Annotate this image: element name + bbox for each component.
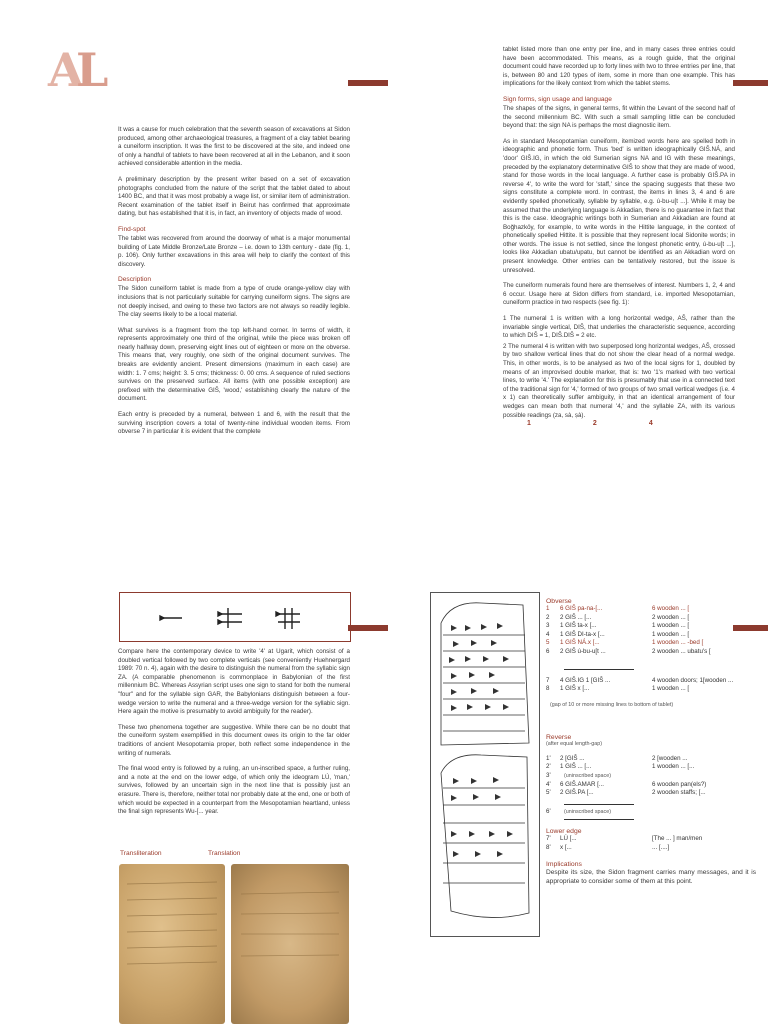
fig-number: 4	[648, 420, 653, 428]
magazine-logo	[48, 43, 109, 97]
ruling-line	[564, 804, 634, 805]
table-row: 2' 1 GIŠ ... [... 1 wooden ... [...	[546, 763, 695, 771]
left-column	[118, 126, 350, 444]
table-row: 6 2 GIŠ ú-bu-u[t ... 2 wooden ... ubatu's [	[546, 647, 711, 655]
table-row: 1 6 GIŠ pa-na-[... 6 wooden ... [	[546, 605, 690, 612]
numeral-signs-figure	[119, 592, 351, 642]
standard-paragraph: As in standard Mesopotamian cuneiform, itemized words here are spelled both in ideographic and phonetic form. Thus 'bed' is written ideographically GIŠ.NÁ, and 'door' GIŠ.IG, in which the old Sumerian signs NA and IG with these meanings, preceded by the explanatory determinative GIŠ to show that they are made of wood, stand for those words in the local language. A further case is probably GIŠ.PA in reverse 4', to write the word for 'staff,' since the spacing suggests that these two signs constitute a complete word. In contrast, the items in lines 3, 4 and 6 are evidently spelled phonetically, syllable by syllable, e.g. ú-bu-u[t ...]. While it may be assumed that the underlying language is Akkadian, there is no guarantee in fact that this is the case. Ideographic writings both in Sumerian and Akkadian are found at Boğhazköy, for example, to write words in the Hittite language, in the context of phonetically spelled Hittite. It is possible that they represent local Sidonite words; in other words. The issue is not settled, since the longest phonetic entry, ú-bu-u[t ...], looks like Akkadian ubatu/upatu, but cannot be identified as an Akkadian word on present knowledge. Other entries can be tentatively restored, but the issue is unresolved.	[503, 137, 735, 274]
tablet-reverse-photo	[231, 864, 349, 1024]
continuation-paragraph: tablet listed more than one entry per line, and in many cases three entries could have been accommodated. This means, as a rough guide, that the original document could have recorded up to forty lines with two to three entries per line, that is, between 80 and 120 types of item, some in more than one example. This has implications for the likely context from which the tablet stems.	[503, 46, 735, 88]
table-row: 8' x [... ... [....]	[546, 843, 670, 851]
logo-letter-l: L	[76, 43, 109, 97]
transliteration-table	[546, 598, 756, 893]
tablet-obverse-photo	[119, 864, 225, 1024]
hand-copy-drawing	[431, 593, 539, 936]
findspot-heading: Find-spot	[118, 225, 146, 233]
final-entry-paragraph: The final wood entry is followed by a ruling, an un-inscribed space, a further ruling, and a note at the end on the lower edge, of which only the ideogram LÚ, 'man,' survives, followed by an uncertain sign in the next line that is possibly just an erasure. There is, therefore, neither total nor probably date at the end, one or both of which would be expected in a counterpart from the Mesopotamian heartland, unless the final sign represents Wu-[... year.	[118, 765, 350, 816]
description-heading: Description	[118, 276, 151, 284]
implications-heading: Implications	[546, 860, 582, 868]
numeral-one-paragraph: 1 The numeral 1 is written with a long horizontal wedge, AŠ, rather than the invariable single vertical, DIŠ, that underlies the characteristic sequence, according to which DIŠ = 1, DIŠ.DIŠ = 2 etc.	[503, 315, 735, 340]
left-lower-column	[118, 648, 350, 817]
table-row: 7' LÚ [... [The ... ] man/men	[546, 835, 703, 843]
table-row: 5 1 GIŠ NÁ.x [... 1 wooden ... -bed [	[546, 639, 704, 647]
table-row: 3 1 GIŠ ta-x [... 1 wooden ... [	[546, 622, 690, 630]
right-column	[503, 46, 735, 427]
tablet-hand-copy	[430, 592, 540, 937]
sign-forms-heading: Sign forms, sign usage and language	[503, 95, 612, 103]
tablet-texture	[119, 864, 225, 1024]
table-row: 5' 2 GIŠ.PA [... 2 wooden staffs; [...	[546, 789, 706, 797]
obverse-lines	[546, 605, 756, 657]
ruling-line	[564, 819, 634, 820]
phenomena-paragraph: These two phenomena together are suggestive. While there can be no doubt that the cuneiform system exemplified in this document owes its origin to the far older traditions of ancient Mesopotamia proper, both reflect some independence in the writing of numerals.	[118, 723, 350, 757]
prelim-paragraph: A preliminary description by the present writer based on a set of excavation photographs concluded from the nature of the script that the tablet dated to about 1400 BC, and that it was most probably a wage list, or similar item of administration. Recent examination of the tablet itself in Beirut has confirmed that approximate dating, but has established that it is, in fact, an inventory of objects made of wood.	[118, 175, 350, 218]
logo-letter-a: A	[48, 43, 84, 97]
fig-number: 2	[592, 420, 597, 428]
compare-paragraph: Compare here the contemporary device to write '4' at Ugarit, which consist of a doubled vertical followed by two complete verticals (see conveniently Huehnergard 1989: 70 n. 4), again with the desire to distinguish the numeral from the syllabic sign ZA. (A comparable phenomenon is commonplace in Babylonian of the first millennium BC. Whereas Assyrian script uses one sign to stand for both the numeral "four" and for the syllable sign GAR, the Babylonians distinguish between a four-wedge version to write the numeral and a three-wedge version for the syllabic sign. Here again the motive is presumably to avoid ambiguity for the reader).	[118, 648, 350, 716]
cuneiform-signs-illustration	[120, 593, 350, 641]
caption-translation: Translation	[208, 850, 241, 857]
ruling-line	[564, 669, 634, 670]
numerals-paragraph: The cuneiform numerals found here are themselves of interest. Numbers 1, 2, 4 and 6 occur. Usage here at Sidon differs from standard, i.e. imported Mesopotamian, cuneiform practice in two respects (see fig. 1):	[503, 282, 735, 307]
accent-bar	[348, 80, 388, 86]
lower-edge-heading: Lower edge	[546, 828, 582, 836]
table-row: 4 1 GIŠ DI-ta-x [... 1 wooden ... [	[546, 630, 690, 638]
implications-paragraph: Despite its size, the Sidon fragment carries many messages, and it is appropriate to consider some of them at this point.	[546, 868, 756, 885]
description-paragraph: The Sidon cuneiform tablet is made from a type of crude orange-yellow clay with inclusions that is not particularly suitable for carrying cuneiform signs. The signs are not deeply incised, and owing to these two factors are not always so readily legible. The clay seems likely to be a local material.	[118, 285, 350, 319]
survives-paragraph: What survives is a fragment from the top left-hand corner. In terms of width, it represents approximately one third of the original, while the piece was broken off nearly halfway down, preserving eight lines out of eighteen or more on the obverse. This means that, very roughly, one sixth of the original document survives. The breaks are evidently ancient. Present dimensions (maximum in each case) are width: 1. 7 cms; height: 3. 5 cms; thickness: 0. 00 cms. A sequence of ruled sections survives on the preserved surface. All items (with one possible exception) are prefixed with the determinative GIŠ, 'wood,' establishing clearly the nature of the document.	[118, 326, 350, 403]
figure-numbers	[503, 420, 735, 427]
gap-note: (gap of 10 or more missing lines to bottom of tablet)	[550, 701, 674, 708]
table-row: 6' (uninscribed space)	[546, 807, 612, 815]
table-row: 7 4 GIŠ.IG 1 [GIŠ ... 4 wooden doors; 1[wooden ...	[546, 676, 734, 684]
findspot-paragraph: The tablet was recovered from around the doorway of what is a major monumental building of Late Middle Bronze/Late Bronze – i.e. down to 13th century - date (fig. 1, p. 106). Only further excavations in this area will help to clarify the context of this discovery.	[118, 234, 350, 268]
reverse-subheading: (after equal length-gap)	[546, 740, 603, 747]
caption-transliteration: Transliteration	[120, 850, 162, 857]
accent-bar	[733, 80, 768, 86]
reverse-heading: Reverse	[546, 733, 572, 741]
sign-forms-paragraph: The shapes of the signs, in general terms, fit within the Levant of the second half of the second millennium BC. With such a small sampling little can be concluded beyond that: the sign NA is perhaps the most diagnostic item.	[503, 104, 735, 130]
intro-paragraph: It was a cause for much celebration that the seventh season of excavations at Sidon produced, among other archaeological treasures, a fragment of a clay tablet bearing a cuneiform inscription. It was the first to be discovered at the site, and indeed one of only a handful of tablets to have been recovered at all in the Lebanon, and it soon achieved considerable attention in the media.	[118, 126, 350, 168]
numeral-four-paragraph: 2 The numeral 4 is written with two superposed long horizontal wedges, AŠ, crossed by two shallow vertical lines that do not show the clear head of a normal wedge. This, in other words, is to be analysed as two of the local signs for 1, doubled by means of an improvised double marker, that is: two '1's marked with two vertical lines, to write '4.' The explanation for this is presumably that use in a connected text of the traditional sign for '4,' formed of two groups of two small vertical wedges (i.e. 4 x 1) can theoretically suffer ambiguity, in that an identical arrangement of four wedges can mean both that numeral '4,' and the syllable ZA, with its various possible readings (za, sà, ṣà).	[503, 342, 735, 419]
table-row: 1' 2 [GIŠ ... 2 [wooden ...	[546, 754, 688, 762]
table-row: 3' (uninscribed space)	[546, 771, 612, 779]
table-row: 4' 6 GIŠ.AMAR [... 6 wooden pan(els?)	[546, 780, 707, 788]
table-row: 2 2 GIŠ ... [... 2 wooden ... [	[546, 613, 690, 621]
obverse-heading: Obverse	[546, 598, 572, 605]
entries-paragraph: Each entry is preceded by a numeral, between 1 and 6, with the result that the surviving inscription covers a total of twenty-nine individual wooden items. From obverse 7 in particular it is evident that the complete	[118, 411, 350, 436]
table-row: 8 1 GIŠ x [... 1 wooden ... [	[546, 685, 690, 693]
fig-number: 1	[527, 420, 531, 428]
accent-bar	[348, 625, 388, 631]
tablet-texture	[231, 864, 349, 1024]
